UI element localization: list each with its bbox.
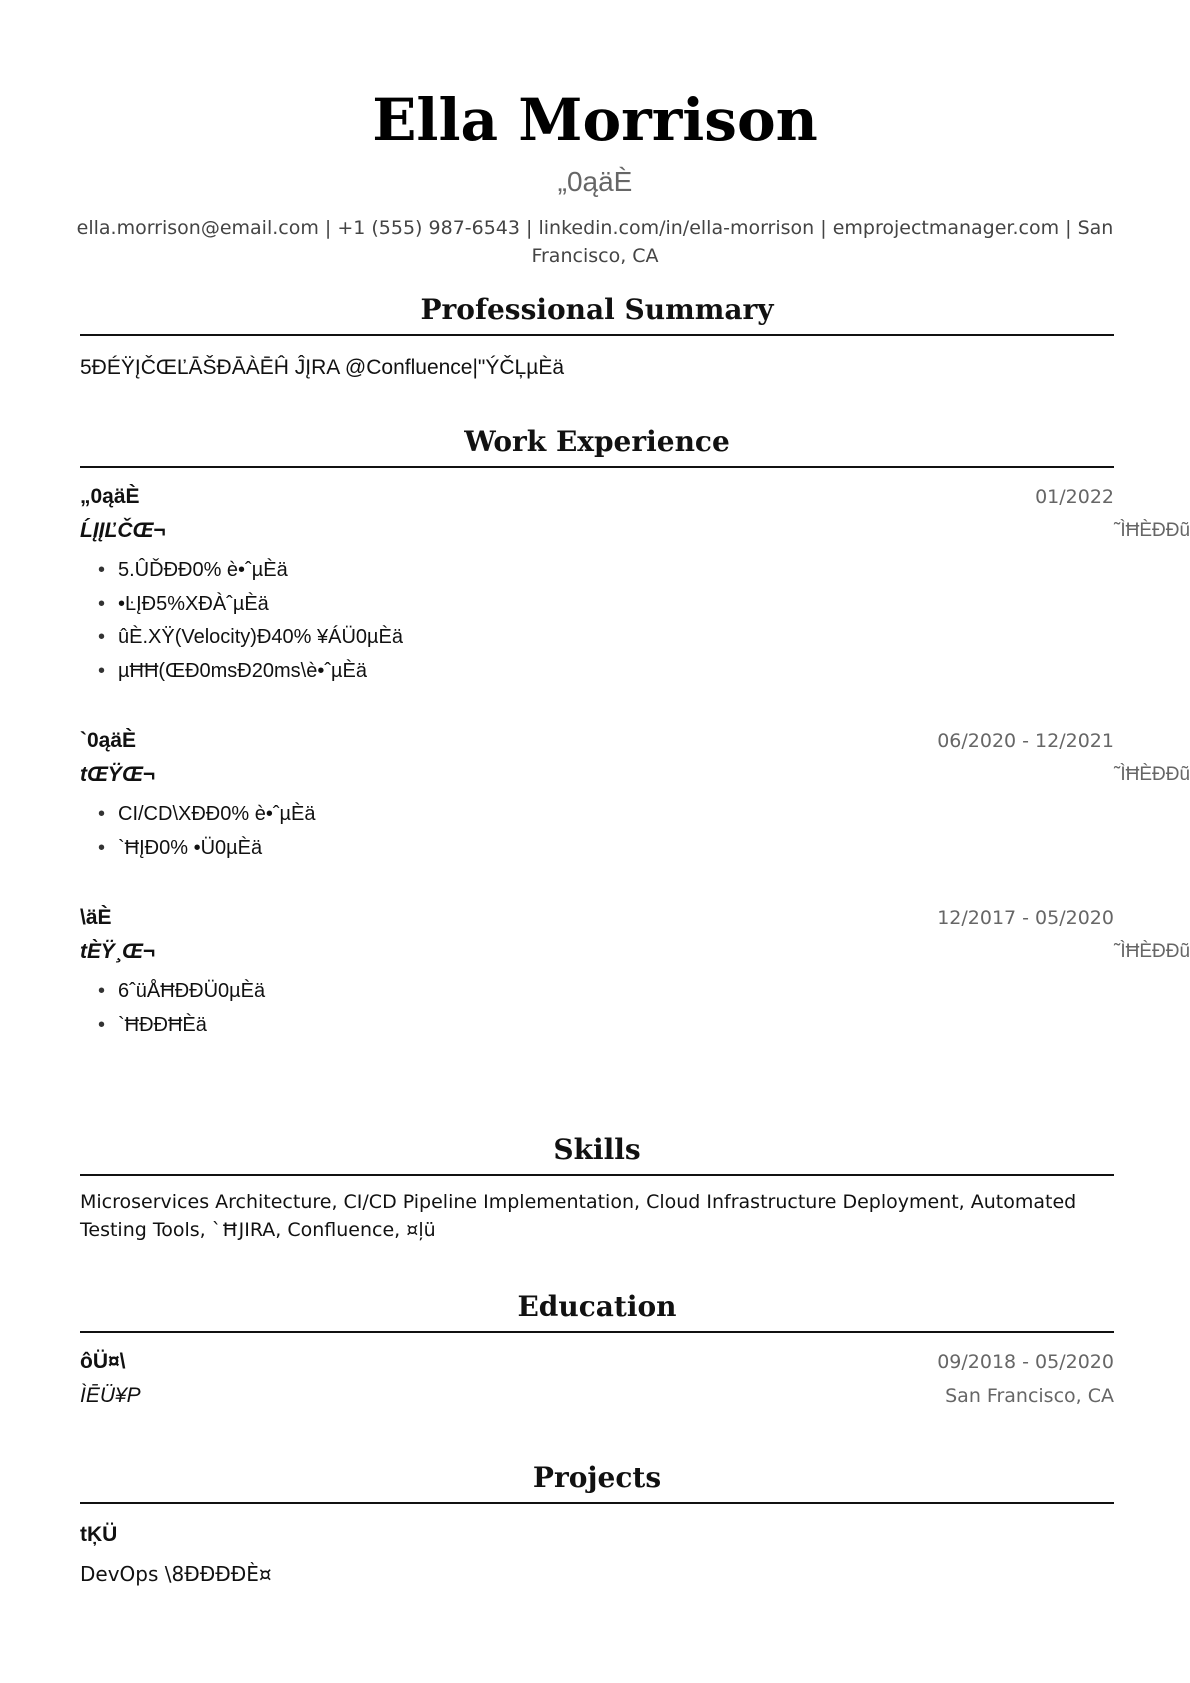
list-item: • `ĦĐĐĦÈä <box>118 1009 1114 1043</box>
candidate-name: Ella Morrison <box>372 86 818 154</box>
list-item: • 6ˆüÅĦĐĐÜ0µÈä <box>118 975 1114 1009</box>
list-item: • CI/CD\XĐĐ0% è•ˆµÈä <box>118 798 1114 832</box>
summary-heading: Professional Summary <box>80 290 1114 336</box>
list-item: • •ĿĮĐ5%XĐÀˆµÈä <box>118 588 1114 622</box>
job-title: \äÈ <box>80 906 112 929</box>
education-section <box>80 1287 1114 1413</box>
education-date: 09/2018 - 05/2020 <box>937 1351 1114 1373</box>
education-location: San Francisco, CA <box>945 1385 1114 1407</box>
job-date: 12/2017 - 05/2020 <box>937 907 1114 929</box>
list-item: • `ĦĮĐ0% •Ü0µÈä <box>118 832 1114 866</box>
job-bullets <box>80 975 1114 1042</box>
project-description: DevOps \8ĐĐĐĐÈ¤ <box>80 1562 272 1586</box>
resume-header <box>0 0 1190 270</box>
contact-line: ella.morrison@email.com | +1 (555) 987-6543 | linkedin.com/in/ella-morrison | emprojectmanager.com | San Francisco, CA <box>76 217 1114 267</box>
job-title: `0ąäÈ <box>80 729 137 752</box>
list-item: • ûÈ.XŸ(Velocity)Đ40% ¥ÁÜ0µÈä <box>118 621 1114 655</box>
job-bullets <box>80 554 1114 688</box>
job-location: ˜ÌĦÈÐĐũ <box>1114 764 1190 785</box>
job-date: 06/2020 - 12/2021 <box>937 730 1114 752</box>
skills-heading: Skills <box>80 1130 1114 1176</box>
job-location: ˜ÌĦÈÐĐũ <box>1114 520 1190 541</box>
job-location: ˜ÌĦÈÐĐũ <box>1114 941 1190 962</box>
projects-section <box>80 1458 1114 1588</box>
projects-heading: Projects <box>80 1458 1114 1504</box>
job-entry <box>80 901 1190 1042</box>
job-company: tÈŸ¸Œ¬ <box>80 940 156 963</box>
job-bullets <box>80 798 1114 865</box>
skills-section <box>80 1130 1114 1244</box>
list-item: • 5.ÛĎĐĐ0% è•ˆµÈä <box>118 554 1114 588</box>
job-date: 01/2022 <box>1035 486 1114 508</box>
summary-section <box>80 290 1114 382</box>
job-company: tŒŸŒ¬ <box>80 763 156 786</box>
job-company: ĹĮĮĽČŒ¬ <box>80 519 166 542</box>
list-item: • µĦĦ(ŒĐ0msĐ20ms\è•ˆµÈä <box>118 655 1114 689</box>
education-degree: ÌĒÜ¥P <box>80 1384 141 1407</box>
candidate-subtitle: „0ąäÈ <box>557 166 633 197</box>
job-entry <box>80 480 1190 688</box>
project-name: tĶÜ <box>80 1523 118 1546</box>
education-heading: Education <box>80 1287 1114 1333</box>
job-entry <box>80 724 1190 865</box>
experience-section <box>80 422 1190 1042</box>
job-title: „0ąäÈ <box>80 485 140 508</box>
experience-heading: Work Experience <box>80 422 1114 468</box>
summary-text: 5ĐÉŸĮČŒĽĀŠĐĀÀĒĤ ĴĮRA @Confluence|"ÝČĻµÈä <box>80 356 565 379</box>
skills-text: Microservices Architecture, CI/CD Pipeline Implementation, Cloud Infrastructure Deployment, Automated Testing Tools, `ĦJIRA, Confluence, ¤ļü <box>80 1191 1077 1241</box>
education-school: ôÜ¤\ <box>80 1350 126 1373</box>
